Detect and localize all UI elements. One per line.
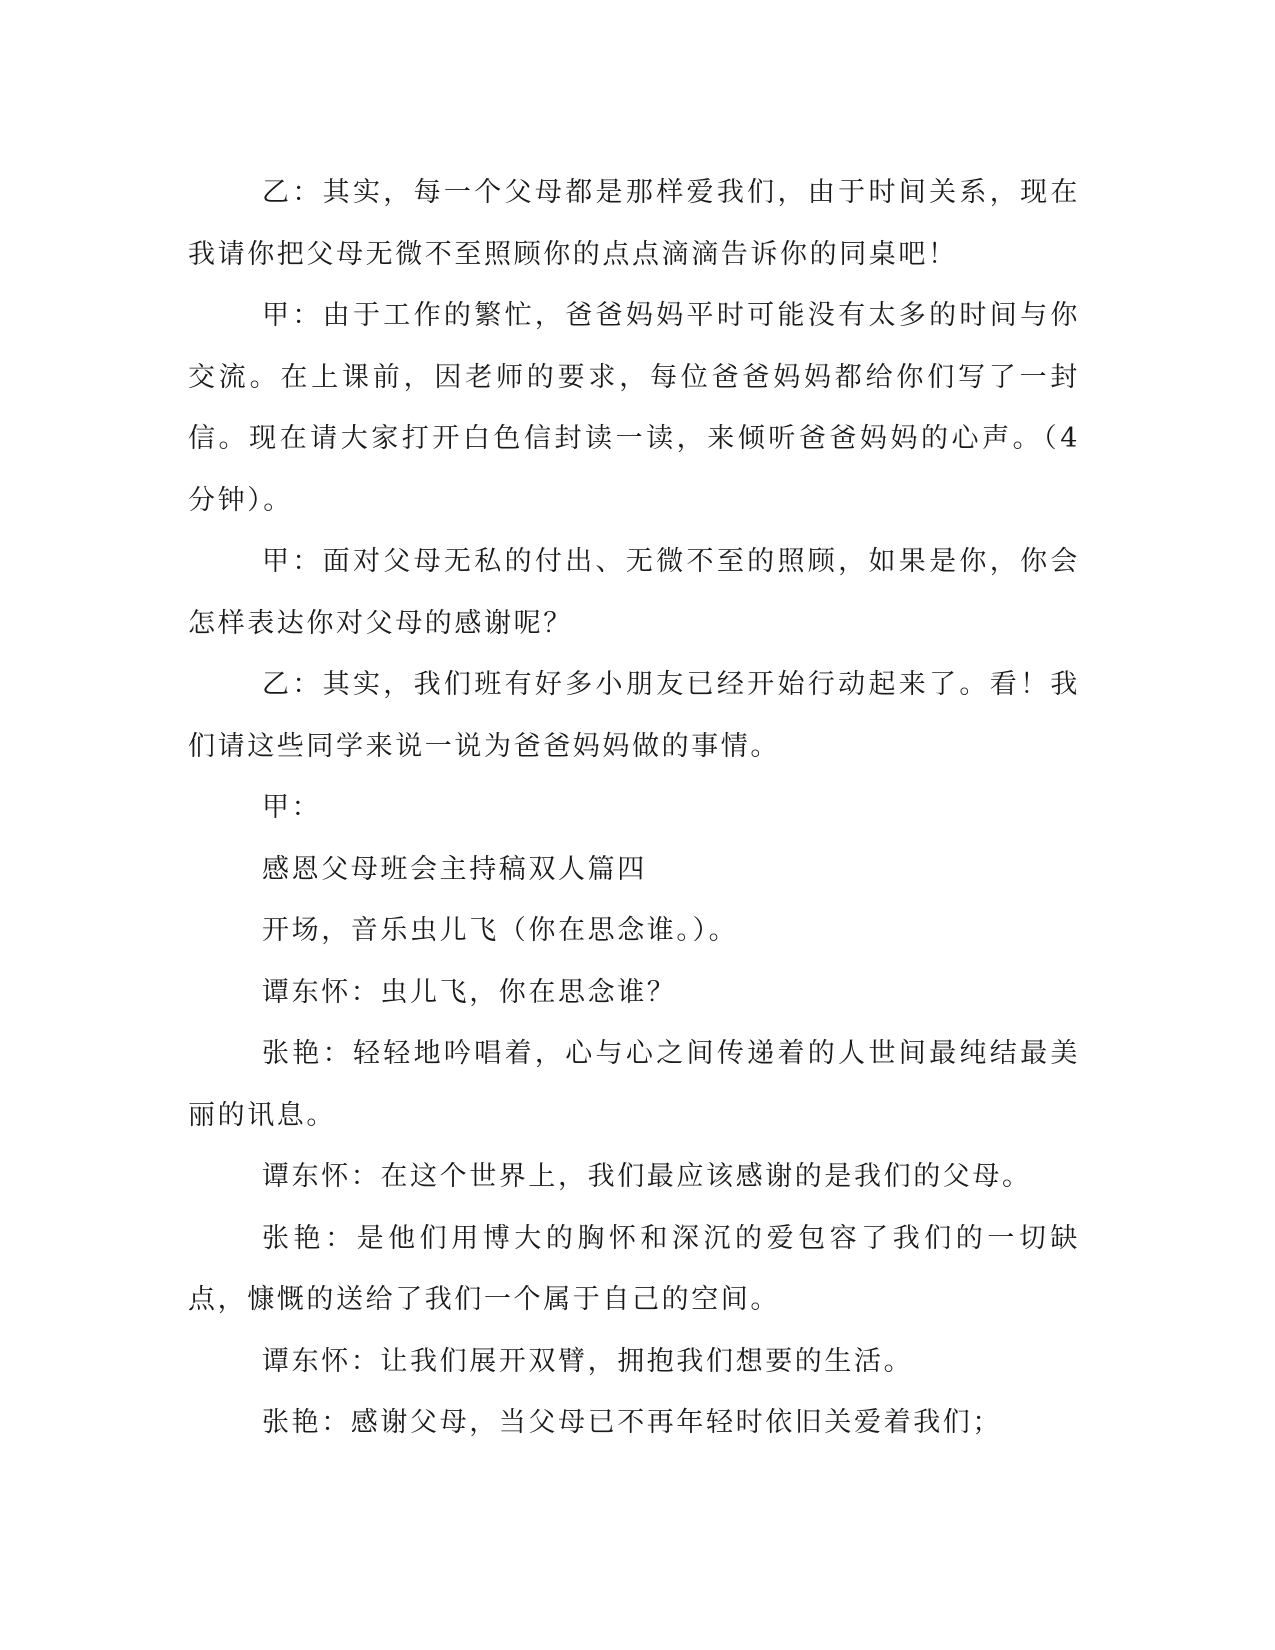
paragraph-4: 乙：其实，我们班有好多小朋友已经开始行动起来了。看！我们请这些同学来说一说为爸爸妈妈做的事情。 (188, 669, 1080, 762)
section-heading: 感恩父母班会主持稿双人篇四 (262, 853, 647, 885)
paragraph-12: 谭东怀：让我们展开双臂，拥抱我们想要的生活。 (262, 1345, 914, 1377)
paragraph-8: 谭东怀：虫儿飞，你在思念谁？ (262, 976, 677, 1008)
paragraph-10: 谭东怀：在这个世界上，我们最应该感谢的是我们的父母。 (262, 1161, 1032, 1192)
paragraph-1: 乙：其实，每一个父母都是那样爱我们，由于时间关系，现在我请你把父母无微不至照顾你的点点滴滴告诉你的同桌吧！ (188, 177, 1080, 270)
paragraph-3: 甲：面对父母无私的付出、无微不至的照顾，如果是你，你会怎样表达你对父母的感谢呢？ (188, 546, 1080, 639)
paragraph-11: 张艳：是他们用博大的胸怀和深沉的爱包容了我们的一切缺点，慷慨的送给了我们一个属于自己的空间。 (188, 1222, 1080, 1315)
document-body (188, 162, 1080, 1454)
paragraph-7: 开场，音乐虫儿飞（你在思念谁。）。 (262, 915, 739, 946)
paragraph-5: 甲： (262, 792, 322, 823)
paragraph-13: 张艳：感谢父母，当父母已不再年轻时依旧关爱着我们； (262, 1407, 1002, 1438)
paragraph-2: 甲：由于工作的繁忙，爸爸妈妈平时可能没有太多的时间与你交流。在上课前，因老师的要求，每位爸爸妈妈都给你们写了一封信。现在请大家打开白色信封读一读，来倾听爸爸妈妈的心声。（4分钟）。 (188, 300, 1080, 516)
paragraph-9: 张艳：轻轻地吟唱着，心与心之间传递着的人世间最纯结最美丽的讯息。 (188, 1038, 1080, 1131)
